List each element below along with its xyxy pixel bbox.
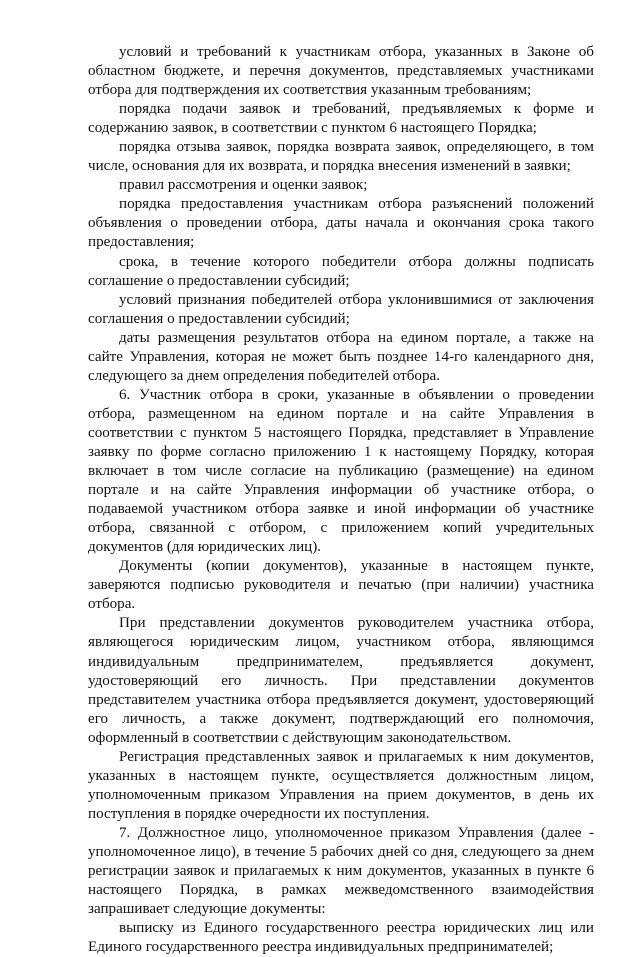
paragraph-selection-criteria: условий и требований к участникам отбора, указанных в Законе об областном бюджете, и перечня документов, представляемых участниками отбора для подтверждения их соответствия указанным требованиям; [88, 44, 594, 99]
paragraph-withdrawal-procedure: порядка отзыва заявок, порядка возврата заявок, определяющего, в том числе, основания для их возврата, и порядка внесения изменений в заявки; [88, 139, 594, 175]
paragraph-evasion-conditions: условий признания победителей отбора уклонившимися от заключения соглашения о предоставлении субсидий; [88, 291, 594, 327]
paragraph-item-6: 6. Участник отбора в сроки, указанные в объявлении о проведении отбора, размещенном на едином портале и на сайте Управления в соответствии с пунктом 5 настоящего Порядка, представляет в Управление заявку по форме согласно приложению 1 к настоящему Порядку, которая включает в том числе согласие на публикацию (размещение) на едином портале и на сайте Управления информации об участнике отбора, о подаваемой участником отбора заявке и иной информации об участнике отбора, связанной с отбором, с приложением копий учредительных документов (для юридических лиц). [88, 386, 594, 556]
paragraph-signing-deadline: срока, в течение которого победители отбора должны подписать соглашение о предоставлении субсидий; [88, 253, 594, 289]
paragraph-review-rules: правил рассмотрения и оценки заявок; [119, 177, 368, 194]
paragraph-registration: Регистрация представленных заявок и прилагаемых к ним документов, указанных в настоящем пункте, осуществляется должностным лицом, уполномоченным приказом Управления на прием документов, в день их поступления в порядке очередности их поступления. [88, 748, 594, 822]
paragraph-results-publication: даты размещения результатов отбора на едином портале, а также на сайте Управления, которая не может быть позднее 14-го календарного дня, следующего за днем определения победителей отбора. [88, 329, 594, 384]
paragraph-document-certification: Документы (копии документов), указанные в настоящем пункте, заверяются подписью руководителя и печатью (при наличии) участника отбора. [88, 558, 594, 613]
paragraph-identity-documents: При представлении документов руководителем участника отбора, являющегося юридическим лицом, участником отбора, являющимся индивидуальным предпринимателем, предъявляется документ, удостоверяющий его личность. При представлении документов представителем участника отбора предъявляется документ, удостоверяющий его личность, а также документ, подтверждающий его полномочия, оформленный в соответствии с действующим законодательством. [88, 615, 594, 746]
paragraph-clarifications: порядка предоставления участникам отбора разъяснений положений объявления о проведении отбора, даты начала и окончания срока такого предоставления; [88, 196, 594, 251]
paragraph-item-7: 7. Должностное лицо, уполномоченное приказом Управления (далее - уполномоченное лицо), в течение 5 рабочих дней со дня, следующего за днем регистрации заявок и прилагаемых к ним документов, указанных в пункте 6 настоящего Порядка, в рамках межведомственного взаимодействия запрашивает следующие документы: [88, 824, 594, 918]
paragraph-application-procedure: порядка подачи заявок и требований, предъявляемых к форме и содержанию заявок, в соответствии с пунктом 6 настоящего Порядка; [88, 101, 594, 137]
paragraph-registry-extract: выписку из Единого государственного реестра юридических лиц или Единого государственного реестра индивидуальных предпринимателей; [88, 920, 594, 956]
document-page [88, 43, 594, 957]
